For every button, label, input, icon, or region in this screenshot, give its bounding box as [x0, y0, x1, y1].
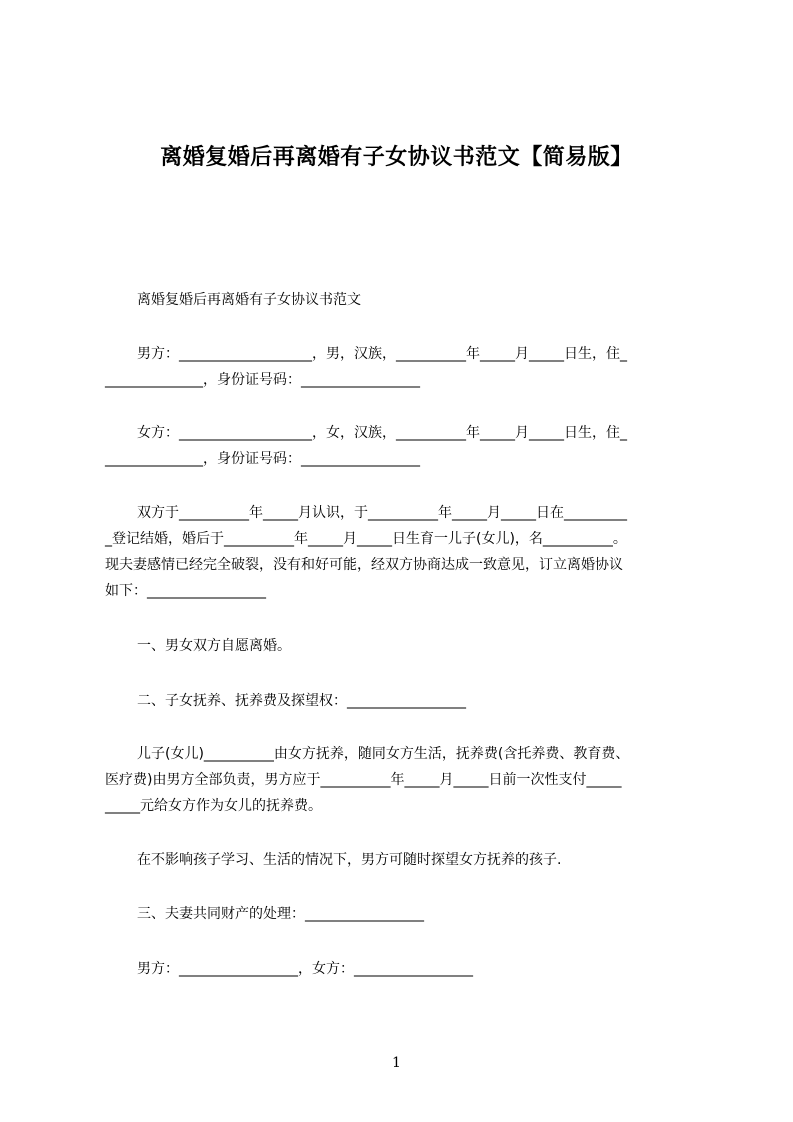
clause-3: 三、夫妻共同财产的处理：_________________: [137, 906, 424, 922]
property-line: 男方：_________________，女方：_________________: [137, 961, 473, 977]
female-line-2: ______________，身份证号码：_________________: [105, 451, 420, 467]
page-number: 1: [392, 1055, 401, 1071]
child-line-3: _____元给女方作为女儿的抚养费。: [105, 798, 322, 814]
both-line-1: 双方于__________年_____月认识，于__________年_____月_____日在_________: [137, 505, 627, 521]
female-line-1: 女方：___________________，女，汉族，__________年_____月_____日生，住_: [137, 425, 627, 441]
page-title: 离婚复婚后再离婚有子女协议书范文【简易版】: [160, 145, 633, 170]
body-heading: 离婚复婚后再离婚有子女协议书范文: [137, 292, 361, 308]
child-line-2: 医疗费)由男方全部负责，男方应于__________年_____月_____日前一次性支付_____: [105, 772, 622, 788]
clause-1: 一、男女双方自愿离婚。: [137, 638, 291, 654]
both-line-4: 如下：_________________: [105, 583, 266, 599]
both-line-2: _登记结婚，婚后于__________年_____月_____日生育一儿子(女儿)，名__________。: [105, 531, 627, 547]
clause-2: 二、子女抚养、抚养费及探望权：_________________: [137, 693, 466, 709]
both-line-3: 现夫妻感情已经完全破裂，没有和好可能，经双方协商达成一致意见，订立离婚协议: [105, 557, 623, 573]
male-line-1: 男方：___________________，男，汉族，__________年_____月_____日生，住_: [137, 346, 627, 362]
visit-line: 在不影响孩子学习、生活的情况下，男方可随时探望女方抚养的孩子.: [137, 852, 562, 868]
male-line-2: ______________，身份证号码：_________________: [105, 372, 420, 388]
child-line-1: 儿子(女儿)__________由女方抚养，随同女方生活，抚养费(含托养费、教育费、: [137, 746, 630, 762]
